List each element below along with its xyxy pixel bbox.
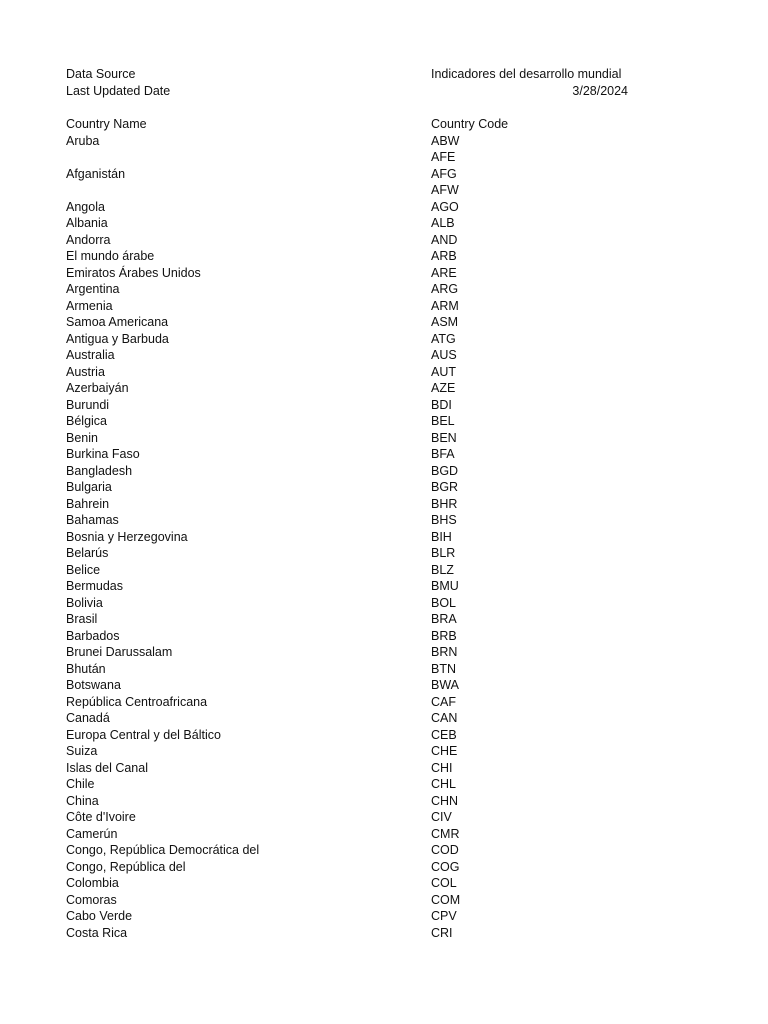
column-header-country-code: Country Code <box>431 117 509 131</box>
table-row <box>66 463 628 480</box>
country-code-cell: BDI <box>431 397 452 412</box>
country-code-cell: BHS <box>431 513 457 527</box>
table-row <box>66 925 628 942</box>
country-code-cell: COG <box>431 859 460 874</box>
country-name-cell: Bélgica <box>66 414 107 428</box>
table-row <box>66 182 628 199</box>
country-code-cell: BFA <box>431 447 455 461</box>
country-name-cell: Bosnia y Herzegovina <box>66 529 188 544</box>
table-row <box>66 562 628 579</box>
country-name-cell: Afganistán <box>66 166 126 181</box>
country-name-cell: Emiratos Árabes Unidos <box>66 265 201 280</box>
blank-row <box>66 99 628 116</box>
table-row <box>66 199 628 216</box>
data-source-row <box>66 66 628 83</box>
table-row <box>66 430 628 447</box>
country-name-cell: Camerún <box>66 826 118 841</box>
country-name-cell: Côte d'Ivoire <box>66 810 136 824</box>
data-source-label: Data Source <box>66 67 136 81</box>
country-code-cell: ARE <box>431 265 457 280</box>
country-code-cell: BLR <box>431 546 456 560</box>
country-name-cell: Colombia <box>66 876 119 890</box>
country-code-cell: BTN <box>431 661 456 676</box>
table-row <box>66 694 628 711</box>
country-name-cell: Angola <box>66 199 105 214</box>
country-code-cell: BRB <box>431 628 457 643</box>
country-name-cell: Andorra <box>66 232 111 247</box>
table-row <box>66 331 628 348</box>
country-name-cell: Bahrein <box>66 496 110 511</box>
last-updated-label: Last Updated Date <box>66 83 171 98</box>
country-name-cell: Islas del Canal <box>66 760 148 775</box>
country-name-cell: Belarús <box>66 546 109 560</box>
country-code-cell: COM <box>431 892 461 907</box>
country-name-cell: Armenia <box>66 298 113 313</box>
table-row <box>66 727 628 744</box>
country-code-cell: BGR <box>431 480 459 494</box>
table-row <box>66 413 628 430</box>
country-code-cell: BMU <box>431 579 459 593</box>
country-name-cell: Brunei Darussalam <box>66 645 173 659</box>
column-header-country-name: Country Name <box>66 117 147 131</box>
table-row <box>66 265 628 282</box>
table-row <box>66 908 628 925</box>
country-name-cell: Albania <box>66 216 108 230</box>
table-row <box>66 760 628 777</box>
country-name-cell: Botswana <box>66 678 121 692</box>
country-name-cell: Cabo Verde <box>66 909 133 923</box>
table-row <box>66 611 628 628</box>
table-row <box>66 677 628 694</box>
country-code-cell: ABW <box>431 133 460 148</box>
table-row <box>66 298 628 315</box>
country-code-cell: BGD <box>431 463 459 478</box>
table-row <box>66 281 628 298</box>
country-code-cell: AZE <box>431 381 456 395</box>
country-code-cell: AFW <box>431 183 459 197</box>
country-name-cell: Burundi <box>66 397 110 412</box>
country-name-cell: Barbados <box>66 628 120 643</box>
country-code-cell: ALB <box>431 216 455 230</box>
table-row <box>66 479 628 496</box>
table-row <box>66 743 628 760</box>
table-row <box>66 595 628 612</box>
country-code-cell: CHL <box>431 777 457 791</box>
table-row <box>66 446 628 463</box>
country-name-cell: Australia <box>66 348 115 362</box>
table-row <box>66 364 628 381</box>
table-row <box>66 133 628 150</box>
table-row <box>66 826 628 843</box>
table-row <box>66 496 628 513</box>
country-name-cell: Comoras <box>66 892 117 907</box>
table-row <box>66 892 628 909</box>
country-name-cell: Congo, República del <box>66 859 186 874</box>
country-code-cell: AUT <box>431 364 456 379</box>
country-code-cell: CHE <box>431 744 458 758</box>
country-name-cell: Congo, República Democrática del <box>66 843 260 857</box>
country-name-cell: Benin <box>66 430 98 445</box>
last-updated-row <box>66 83 628 100</box>
table-row <box>66 859 628 876</box>
country-name-cell: Aruba <box>66 133 100 148</box>
country-code-cell: BEL <box>431 414 455 428</box>
table-row <box>66 644 628 661</box>
table-row <box>66 397 628 414</box>
country-name-cell: El mundo árabe <box>66 249 155 263</box>
country-code-cell: BRA <box>431 612 457 626</box>
table-row <box>66 166 628 183</box>
table-row <box>66 149 628 166</box>
country-code-cell: BEN <box>431 430 457 445</box>
country-name-cell: Bangladesh <box>66 463 133 478</box>
country-name-cell: Chile <box>66 777 95 791</box>
country-code-cell: COD <box>431 843 459 857</box>
country-code-cell: CAN <box>431 711 458 725</box>
table-row <box>66 875 628 892</box>
country-name-cell: Canadá <box>66 711 110 725</box>
country-code-cell: BWA <box>431 678 460 692</box>
country-code-cell: CRI <box>431 925 453 940</box>
country-code-cell: AUS <box>431 348 457 362</box>
table-row <box>66 232 628 249</box>
table-row <box>66 661 628 678</box>
country-code-cell: CMR <box>431 826 460 841</box>
country-code-cell: CHI <box>431 760 453 775</box>
country-name-cell: Belice <box>66 562 101 577</box>
country-code-cell: BIH <box>431 529 452 544</box>
country-code-cell: CHN <box>431 793 459 808</box>
country-code-cell: CPV <box>431 909 457 923</box>
country-name-cell: Brasil <box>66 612 98 626</box>
country-name-cell: Austria <box>66 364 105 379</box>
country-code-cell: AGO <box>431 199 459 214</box>
country-name-cell: Bahamas <box>66 513 119 527</box>
country-code-cell: ARM <box>431 298 459 313</box>
table-row <box>66 809 628 826</box>
country-code-cell: BRN <box>431 645 458 659</box>
country-name-cell: Bermudas <box>66 579 123 593</box>
country-code-cell: BOL <box>431 595 457 610</box>
table-row <box>66 529 628 546</box>
table-row <box>66 380 628 397</box>
country-name-cell: Burkina Faso <box>66 447 140 461</box>
country-name-cell: Antigua y Barbuda <box>66 331 169 346</box>
table-row <box>66 710 628 727</box>
table-row <box>66 512 628 529</box>
country-code-cell: AFG <box>431 166 457 181</box>
last-updated-value: 3/28/2024 <box>572 83 628 98</box>
table-row <box>66 842 628 859</box>
country-code-cell: COL <box>431 876 457 890</box>
table-row <box>66 545 628 562</box>
country-name-cell: Azerbaiyán <box>66 381 129 395</box>
country-name-cell: República Centroafricana <box>66 694 208 709</box>
table-row <box>66 248 628 265</box>
spreadsheet-page <box>66 66 628 941</box>
table-header-row <box>66 116 628 133</box>
country-code-cell: ARG <box>431 282 459 296</box>
country-name-cell: Bulgaria <box>66 480 112 494</box>
country-name-cell: Argentina <box>66 282 120 296</box>
table-row <box>66 776 628 793</box>
country-code-cell: ARB <box>431 249 457 263</box>
country-name-cell: Bhután <box>66 661 106 676</box>
country-code-cell: ATG <box>431 331 456 346</box>
country-code-cell: AND <box>431 232 458 247</box>
country-code-cell: CIV <box>431 810 452 824</box>
table-row <box>66 793 628 810</box>
data-source-value: Indicadores del desarrollo mundial <box>431 67 622 81</box>
table-body <box>66 133 628 942</box>
country-code-cell: BLZ <box>431 562 454 577</box>
country-name-cell: Suiza <box>66 744 98 758</box>
country-code-cell: BHR <box>431 496 458 511</box>
table-row <box>66 628 628 645</box>
country-name-cell: Costa Rica <box>66 925 128 940</box>
table-row <box>66 578 628 595</box>
country-name-cell: Europa Central y del Báltico <box>66 727 221 742</box>
country-code-cell: CEB <box>431 727 457 742</box>
country-name-cell: Bolivia <box>66 595 103 610</box>
table-row <box>66 215 628 232</box>
country-code-cell: AFE <box>431 150 456 164</box>
country-code-cell: ASM <box>431 315 459 329</box>
table-row <box>66 314 628 331</box>
country-code-cell: CAF <box>431 694 456 709</box>
country-name-cell: China <box>66 793 99 808</box>
country-name-cell: Samoa Americana <box>66 315 169 329</box>
table-row <box>66 347 628 364</box>
